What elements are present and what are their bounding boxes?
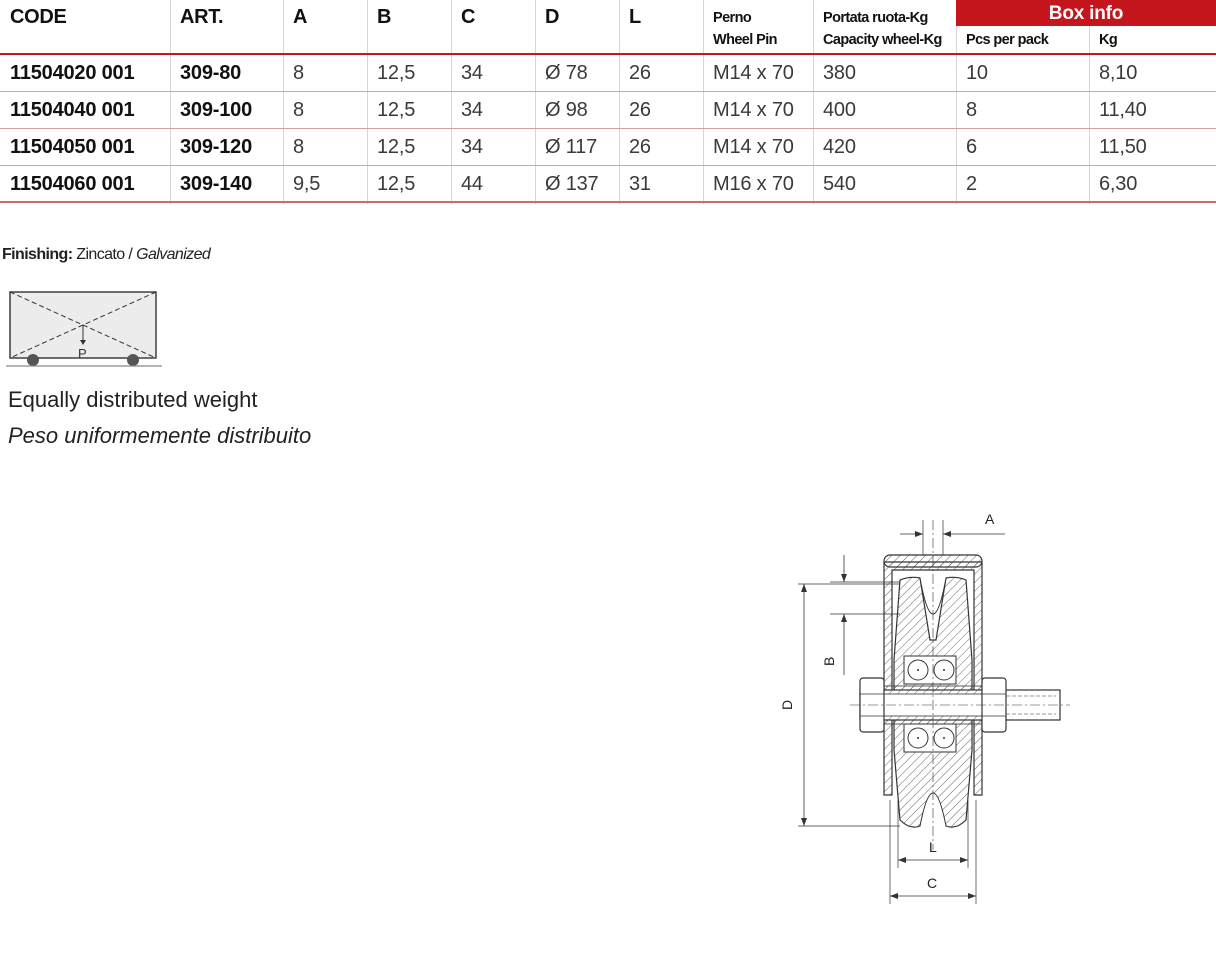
cell-pin: M14 x 70 bbox=[713, 99, 794, 121]
finishing-label: Finishing: bbox=[2, 246, 73, 263]
cell-pin: M14 x 70 bbox=[713, 136, 794, 158]
header-b: B bbox=[377, 6, 392, 28]
cell-pcs: 6 bbox=[966, 136, 977, 158]
cell-kg: 11,40 bbox=[1099, 99, 1147, 121]
cell-pcs: 2 bbox=[966, 173, 977, 195]
header-pcs-per-pack: Pcs per pack bbox=[966, 32, 1049, 48]
cell-kg: 6,30 bbox=[1099, 173, 1138, 195]
cell-pcs: 8 bbox=[966, 99, 977, 121]
header-pin-it: Perno bbox=[713, 10, 752, 26]
cell-b: 12,5 bbox=[377, 136, 416, 158]
cell-d: Ø 98 bbox=[545, 99, 588, 121]
cell-a: 8 bbox=[293, 136, 304, 158]
header-capacity-it: Portata ruota-Kg bbox=[823, 10, 928, 26]
cell-c: 34 bbox=[461, 136, 483, 158]
cell-kg: 8,10 bbox=[1099, 62, 1138, 84]
cell-l: 26 bbox=[629, 99, 651, 121]
cell-code: 11504060 001 bbox=[10, 173, 135, 195]
cell-a: 9,5 bbox=[293, 173, 321, 195]
cell-pin: M16 x 70 bbox=[713, 173, 794, 195]
cell-capacity: 380 bbox=[823, 62, 856, 84]
load-label: P bbox=[78, 346, 87, 361]
cell-b: 12,5 bbox=[377, 99, 416, 121]
header-c: C bbox=[461, 6, 476, 28]
spec-table bbox=[0, 0, 1216, 204]
finishing-value-en: Galvanized bbox=[136, 246, 211, 263]
cell-art: 309-120 bbox=[180, 136, 252, 158]
weight-caption-en: Equally distributed weight bbox=[8, 387, 258, 412]
cell-code: 11504050 001 bbox=[10, 136, 135, 158]
table-row bbox=[0, 129, 1216, 166]
cell-c: 44 bbox=[461, 173, 483, 195]
table-row bbox=[0, 55, 1216, 92]
header-l: L bbox=[629, 6, 641, 28]
cell-d: Ø 117 bbox=[545, 136, 597, 158]
cell-pin: M14 x 70 bbox=[713, 62, 794, 84]
cell-art: 309-140 bbox=[180, 173, 252, 195]
weight-caption-it: Peso uniformemente distribuito bbox=[8, 423, 312, 448]
cell-capacity: 420 bbox=[823, 136, 856, 158]
cell-pcs: 10 bbox=[966, 62, 988, 84]
table-row bbox=[0, 166, 1216, 203]
cell-capacity: 400 bbox=[823, 99, 856, 121]
wheel-technical-drawing bbox=[760, 500, 1090, 920]
dim-l-label: L bbox=[929, 839, 937, 855]
dim-a-label: A bbox=[985, 511, 995, 527]
cell-b: 12,5 bbox=[377, 62, 416, 84]
cell-l: 31 bbox=[629, 173, 651, 195]
header-pin-en: Wheel Pin bbox=[713, 32, 777, 48]
cell-art: 309-80 bbox=[180, 62, 242, 84]
header-a: A bbox=[293, 6, 308, 28]
cell-a: 8 bbox=[293, 99, 304, 121]
cell-art: 309-100 bbox=[180, 99, 252, 121]
dim-c-label: C bbox=[927, 875, 938, 891]
cell-a: 8 bbox=[293, 62, 304, 84]
cell-b: 12,5 bbox=[377, 173, 416, 195]
header-capacity-en: Capacity wheel-Kg bbox=[823, 32, 942, 48]
cell-kg: 11,50 bbox=[1099, 136, 1147, 158]
header-d: D bbox=[545, 6, 560, 28]
finishing-value-it: Zincato / bbox=[76, 246, 133, 263]
dim-d-label: D bbox=[779, 699, 795, 710]
cell-code: 11504040 001 bbox=[10, 99, 135, 121]
cell-d: Ø 137 bbox=[545, 173, 599, 195]
header-art: ART. bbox=[180, 6, 224, 28]
table-row bbox=[0, 92, 1216, 129]
box-info-header: Box info bbox=[956, 0, 1216, 26]
cell-c: 34 bbox=[461, 99, 483, 121]
header-kg: Kg bbox=[1099, 32, 1118, 48]
cell-d: Ø 78 bbox=[545, 62, 588, 84]
cell-c: 34 bbox=[461, 62, 483, 84]
table-header bbox=[0, 0, 1216, 55]
finishing-note bbox=[2, 246, 210, 264]
cell-l: 26 bbox=[629, 136, 651, 158]
cell-capacity: 540 bbox=[823, 173, 856, 195]
load-distribution-icon bbox=[6, 288, 166, 370]
cell-l: 26 bbox=[629, 62, 651, 84]
header-code: CODE bbox=[10, 6, 67, 28]
cell-code: 11504020 001 bbox=[10, 62, 135, 84]
dim-b-label: B bbox=[821, 656, 837, 666]
